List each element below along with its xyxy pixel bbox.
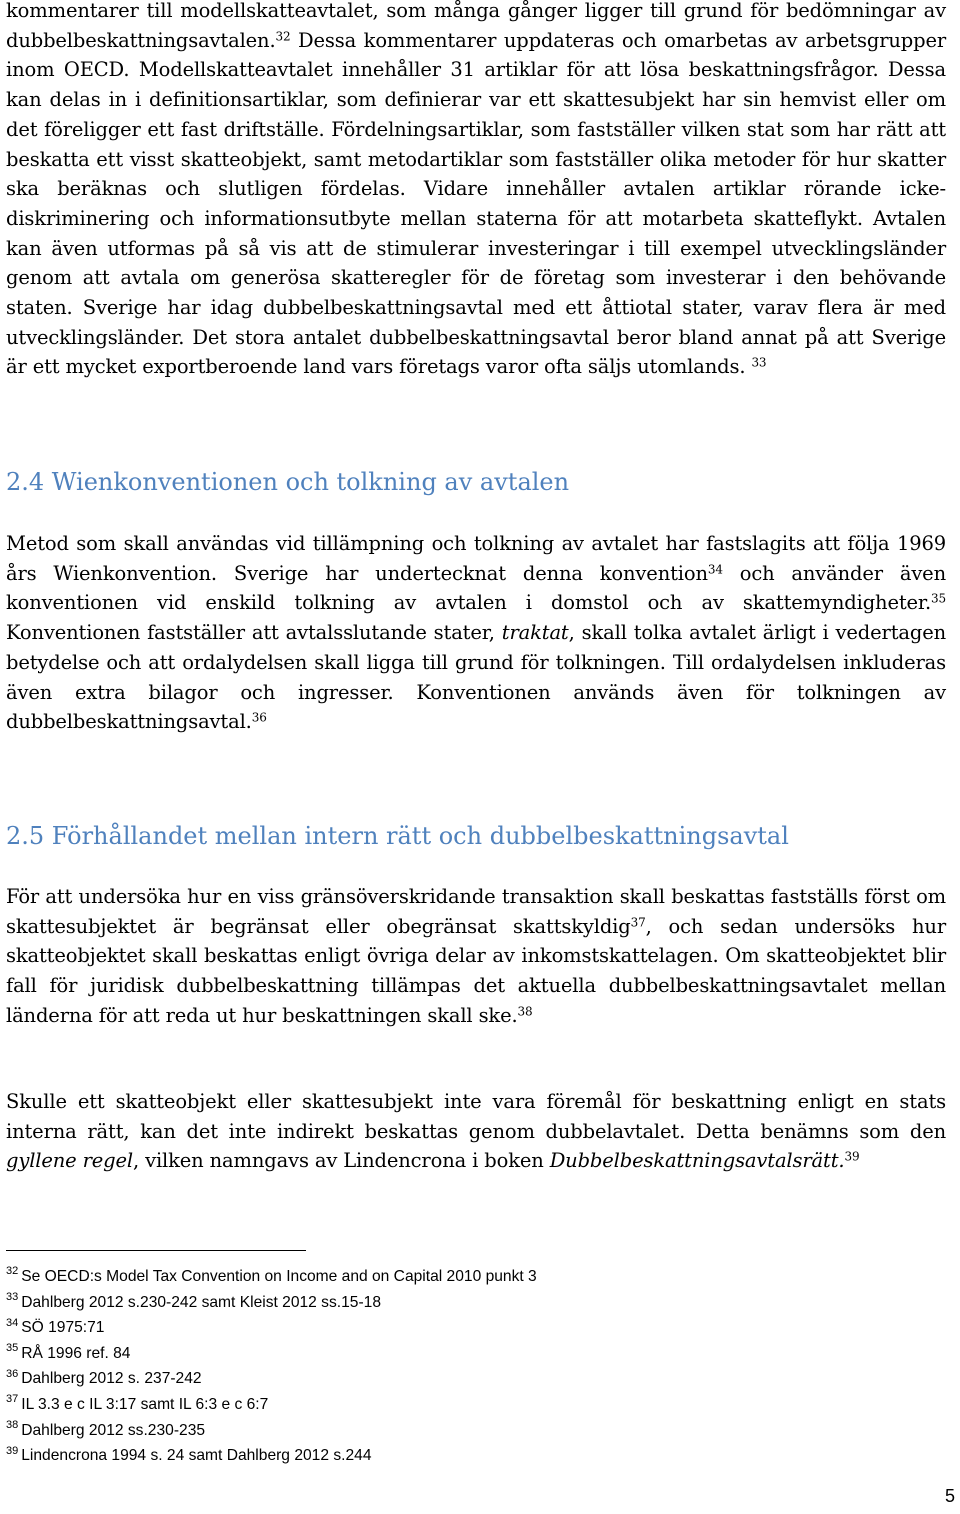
footnote <box>6 1418 906 1444</box>
section-heading-2-5: 2.5 Förhållandet mellan intern rätt och dubbelbeskattningsavtal <box>6 822 789 850</box>
paragraph-text: Konventionen fastställer att avtalsslutande stater, <box>6 621 502 645</box>
paragraph-text: , vilken namngavs av Lindencrona i boken <box>132 1149 550 1173</box>
footnote-text: Dahlberg 2012 s. 237-242 <box>21 1370 202 1388</box>
footnote-number: 32 <box>6 1265 19 1278</box>
footnote-number: 36 <box>6 1367 19 1380</box>
footnote-ref[interactable]: 37 <box>630 915 646 930</box>
footnote-text: Dahlberg 2012 s.230-242 samt Kleist 2012 ss.15-18 <box>21 1293 381 1311</box>
footnote-ref[interactable]: 36 <box>251 710 267 725</box>
paragraph-text: För att undersöka hur en viss gränsöverskridande transaktion skall beskattas fastställs först om skattesubjektet är begränsat eller obegränsat skattskyldig <box>6 885 946 938</box>
footnote-text: Dahlberg 2012 ss.230-235 <box>21 1421 206 1439</box>
footnote <box>6 1290 906 1316</box>
footnotes <box>6 1264 906 1469</box>
footnote-separator <box>6 1250 306 1251</box>
footnote <box>6 1315 906 1341</box>
italic-book-title: Dubbelbeskattningsavtalsrätt. <box>549 1149 845 1173</box>
footnote <box>6 1264 906 1290</box>
paragraph-internal-law <box>6 882 946 1031</box>
italic-term: gyllene regel <box>6 1149 133 1173</box>
footnote <box>6 1366 906 1392</box>
footnote <box>6 1443 906 1469</box>
paragraph-vienna-convention <box>6 529 946 737</box>
paragraph-text: Metod som skall användas vid tillämpning och tolkning av avtalet har fastslagits att följa 1969 års Wienkonvention. Sverige har undertecknat denna konvention <box>6 532 946 585</box>
paragraph-text: , skall tolka avtalet ärligt i vedertagen betydelse och att ordalydelsen skall ligga till grund för tolkningen. Till ordalydelsen inkluderas även extra bilagor och ingresser. Konventionen används även för tolkningen av dubbelbeskattningsavtal. <box>6 621 946 734</box>
footnote-ref[interactable]: 39 <box>844 1149 860 1164</box>
footnote-number: 39 <box>6 1444 19 1457</box>
footnote-ref[interactable]: 35 <box>931 591 946 606</box>
paragraph-golden-rule <box>6 1087 946 1176</box>
footnote-number: 37 <box>6 1393 19 1406</box>
footnote-number: 35 <box>6 1342 19 1355</box>
footnote-number: 34 <box>6 1316 19 1329</box>
paragraph-text: , och sedan undersöks hur skatteobjektet skall beskattas enligt övriga delar av inkomstskattelagen. Om skatteobjektet blir fall för juridisk dubbelbeskattning tillämpas det aktuella dubbelbeskattningsavtalet mellan länderna för att reda ut hur beskattningen skall ske. <box>6 914 946 1027</box>
paragraph-treaty-articles <box>6 0 946 382</box>
footnote-text: SÖ 1975:71 <box>21 1319 105 1337</box>
footnote <box>6 1341 906 1367</box>
footnote-text: RÅ 1996 ref. 84 <box>21 1344 131 1362</box>
footnote-ref[interactable]: 32 <box>275 29 291 44</box>
paragraph-text: och använder även konventionen vid enskild tolkning av avtalen i domstol och av skattemyndigheter. <box>6 561 946 615</box>
footnote-text: IL 3.3 e c IL 3:17 samt IL 6:3 e c 6:7 <box>21 1395 269 1413</box>
footnote-ref[interactable]: 34 <box>707 562 723 577</box>
footnote-number: 38 <box>6 1418 19 1431</box>
paragraph-text: Dessa kommentarer uppdateras och omarbetas av arbetsgrupper inom OECD. Modellskatteavtalet innehåller 31 artiklar för att lösa beskattningsfrågor. Dessa kan delas in i definitionsartiklar, som definierar var ett skattesubjekt har sin hemvist eller om det föreligger ett fast driftställe. Fördelningsartiklar, som fastställer vilken stat som har rätt att beskatta ett visst skatteobjekt, samt metodartiklar som fastställer olika metoder för hur skatter ska beräknas och slutligen fördelas. Vidare innehåller avtalen artiklar rörande icke-diskriminering och informationsutbyte mellan staterna för att motarbeta skatteflykt. Avtalen kan även utformas på så vis att de stimulerar investeringar i till exempel utvecklingsländer genom att avtala om generösa skatteregler för de företag som investerar i den behövande staten. Sverige har idag dubbelbeskattningsavtal med ett åttiotal stater, varav flera är med utvecklingsländer. Det stora antalet dubbelbeskattningsavtal beror bland annat på att Sverige är ett mycket exportberoende land vars företags varor ofta säljs utomlands. <box>6 28 946 379</box>
footnote-number: 33 <box>6 1291 19 1303</box>
footnote-ref[interactable]: 38 <box>517 1004 533 1019</box>
italic-term: traktat <box>501 621 569 645</box>
footnote-text: Se OECD:s Model Tax Convention on Income and on Capital 2010 punkt 3 <box>21 1268 537 1285</box>
paragraph-text: Skulle ett skatteobjekt eller skattesubjekt inte vara föremål för beskattning enligt en stats interna rätt, kan det inte indirekt beskattas genom dubbelavtalet. Detta benämns som den <box>6 1090 946 1143</box>
footnote-ref[interactable]: 33 <box>751 355 767 370</box>
page-number: 5 <box>944 1486 955 1506</box>
footnote-text: Lindencrona 1994 s. 24 samt Dahlberg 2012 s.244 <box>21 1447 372 1465</box>
section-heading-2-4: 2.4 Wienkonventionen och tolkning av avtalen <box>6 468 570 496</box>
footnote <box>6 1392 906 1418</box>
paragraph-text: kommentarer till modellskatteavtalet, som många gånger ligger till grund för bedömningar av dubbelbeskattningsavtalen. <box>6 0 946 52</box>
